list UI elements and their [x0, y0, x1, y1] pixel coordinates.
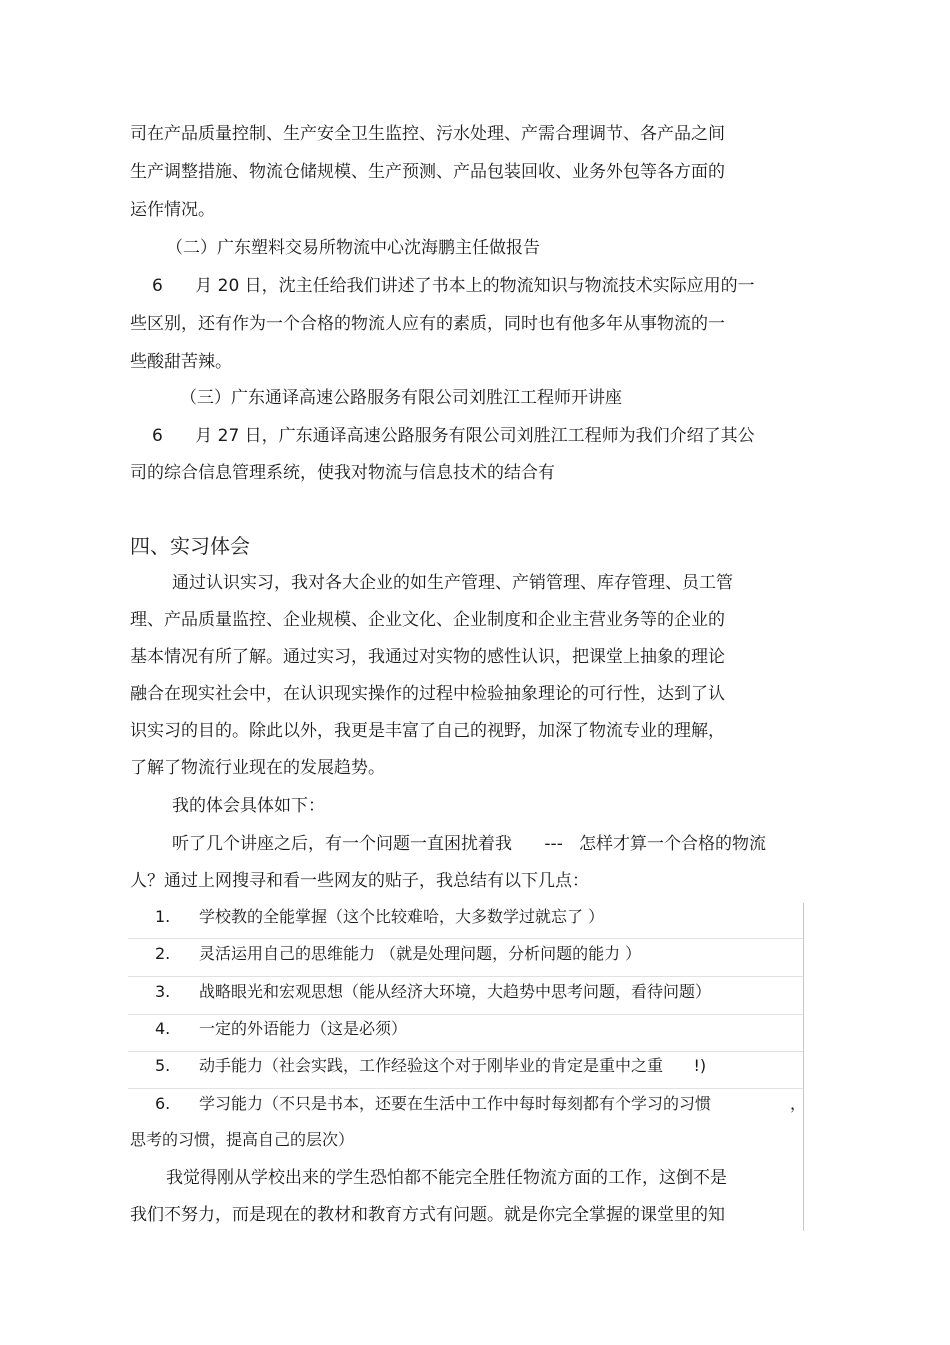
table-rule [128, 1051, 803, 1052]
list-number: 2. [155, 944, 171, 963]
paragraph-line: 生产调整措施、物流仓储规模、生产预测、产品包装回收、业务外包等各方面的 [130, 162, 725, 182]
table-rule [128, 1014, 803, 1015]
section-heading: 四、实习体会 [130, 534, 250, 558]
list-number: 5. [155, 1056, 171, 1075]
paragraph-line: 我们不努力，而是现在的教材和教育方式有问题。就是你完全掌握的课堂里的知 [130, 1205, 725, 1225]
subheading: （三）广东通译高速公路服务有限公司刘胜江工程师开讲座 [180, 388, 622, 408]
paragraph-line: 听了几个讲座之后，有一个问题一直困扰着我 --- 怎样才算一个合格的物流 [172, 834, 767, 854]
table-right-border [803, 903, 804, 1231]
paragraph-line: 我的体会具体如下： [172, 796, 325, 816]
list-number: 3. [155, 982, 171, 1001]
paragraph-line: 通过认识实习，我对各大企业的如生产管理、产销管理、库存管理、员工管 [172, 573, 733, 593]
list-text: 一定的外语能力（这是必须） [199, 1019, 408, 1038]
list-text: 学习能力（不只是书本，还要在生活中工作中每时每刻都有个学习的习惯 [199, 1094, 712, 1113]
paragraph-line: 6 月 27 日，广东通译高速公路服务有限公司刘胜江工程师为我们介绍了其公 [152, 426, 755, 446]
list-text: 灵活运用自己的思维能力 （就是处理问题，分析问题的能力 ） [199, 944, 642, 963]
paragraph-line: 司的综合信息管理系统，使我对物流与信息技术的结合有 [130, 463, 555, 483]
table-rule [128, 976, 803, 977]
list-item [155, 1055, 706, 1077]
list-item [155, 943, 641, 965]
paragraph-line: 我觉得刚从学校出来的学生恐怕都不能完全胜任物流方面的工作，这倒不是 [166, 1168, 727, 1188]
list-item-comma: ， [790, 1094, 807, 1113]
list-number: 4. [155, 1019, 171, 1038]
list-text: 战略眼光和宏观思想（能从经济大环境，大趋势中思考问题，看待问题） [199, 982, 712, 1001]
list-item [155, 981, 711, 1003]
list-item [155, 906, 604, 928]
list-item-continuation: 思考的习惯，提高自己的层次） [130, 1130, 355, 1149]
paragraph-line: 运作情况。 [130, 200, 215, 220]
table-rule [128, 1088, 803, 1089]
paragraph-line: 基本情况有所了解。通过实习，我通过对实物的感性认识，把课堂上抽象的理论 [130, 647, 725, 667]
paragraph-line: 些区别，还有作为一个合格的物流人应有的素质，同时也有他多年从事物流的一 [130, 314, 725, 334]
list-text: 动手能力（社会实践，工作经验这个对于刚毕业的肯定是重中之重 !) [199, 1056, 707, 1075]
list-item [155, 1093, 711, 1115]
table-rule [128, 938, 803, 939]
paragraph-line: 些酸甜苦辣。 [130, 352, 232, 372]
list-text: 学校教的全能掌握（这个比较难哈，大多数学过就忘了 ） [199, 907, 605, 926]
paragraph-line: 融合在现实社会中，在认识现实操作的过程中检验抽象理论的可行性，达到了认 [130, 684, 725, 704]
paragraph-line: 理、产品质量监控、企业规模、企业文化、企业制度和企业主营业务等的企业的 [130, 610, 725, 630]
list-item [155, 1018, 407, 1040]
paragraph-line: 人？通过上网搜寻和看一些网友的贴子，我总结有以下几点： [130, 871, 589, 891]
list-number: 1. [155, 907, 171, 926]
paragraph-line: 6 月 20 日，沈主任给我们讲述了书本上的物流知识与物流技术实际应用的一 [152, 276, 755, 296]
paragraph-line: 司在产品质量控制、生产安全卫生监控、污水处理、产需合理调节、各产品之间 [130, 124, 725, 144]
paragraph-line: 了解了物流行业现在的发展趋势。 [130, 758, 385, 778]
paragraph-line: 识实习的目的。除此以外，我更是丰富了自己的视野，加深了物流专业的理解， [130, 721, 725, 741]
subheading: （二）广东塑料交易所物流中心沈海鹏主任做报告 [166, 238, 540, 258]
list-number: 6. [155, 1094, 171, 1113]
